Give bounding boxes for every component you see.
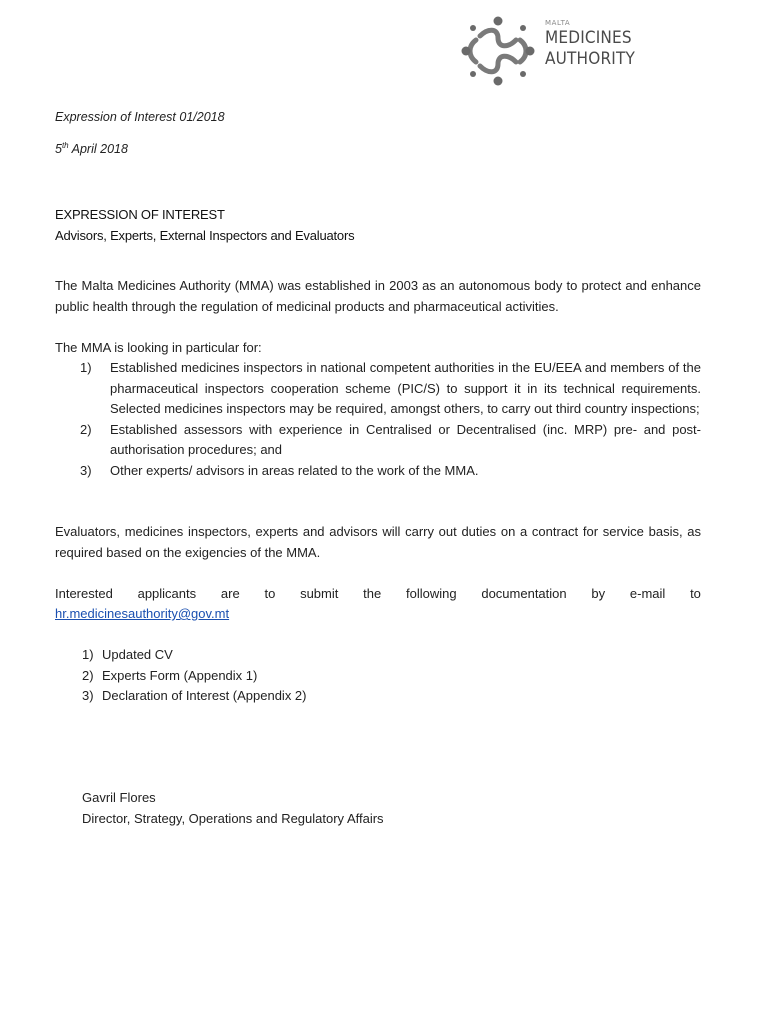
list-item-text: Updated CV xyxy=(102,647,173,662)
word: applicants xyxy=(137,586,197,601)
word: e-mail xyxy=(629,586,666,601)
looking-for-intro: The MMA is looking in particular for: xyxy=(55,340,262,355)
list-item xyxy=(82,666,307,687)
mma-logo-icon xyxy=(458,14,538,88)
list-item xyxy=(82,645,307,666)
list-item-number: 1) xyxy=(82,647,94,662)
document-heading xyxy=(55,204,354,246)
list-item-text: Other experts/ advisors in areas related to the work of the MMA. xyxy=(110,462,479,478)
list-item-text: Experts Form (Appendix 1) xyxy=(102,667,258,683)
word: to xyxy=(264,586,276,601)
signatory-name: Gavril Flores xyxy=(82,790,156,805)
list-item-number: 3) xyxy=(80,462,92,478)
reference-number: Expression of Interest 01/2018 xyxy=(55,110,225,124)
heading-title: EXPRESSION OF INTEREST xyxy=(55,207,225,222)
word: to xyxy=(690,586,701,601)
word: by xyxy=(591,586,606,601)
email-link[interactable]: hr.medicinesauthority@gov.mt xyxy=(55,606,230,621)
word: the xyxy=(363,586,382,601)
mma-logo xyxy=(458,14,648,88)
interested-applicants-line xyxy=(55,584,701,605)
list-item xyxy=(80,420,701,461)
document-date xyxy=(55,141,128,156)
documents-list xyxy=(82,645,307,707)
list-item-text: Established assessors with experience in Centralised or Decentralised (inc. MRP) pre- and post-authorisation procedures; and xyxy=(110,421,701,457)
logo-line2: AUTHORITY xyxy=(545,49,636,69)
date-suffix: th xyxy=(61,141,69,150)
logo-line1: MEDICINES xyxy=(545,28,632,48)
list-item-number: 3) xyxy=(82,688,94,703)
list-item xyxy=(82,686,307,707)
signatory-title: Director, Strategy, Operations and Regulatory Affairs xyxy=(82,810,384,826)
word: Interested xyxy=(55,586,113,601)
list-item-number: 1) xyxy=(80,360,92,375)
list-item-text: Established medicines inspectors in national competent authorities in the EU/EEA and members of the pharmaceutical inspectors cooperation scheme (PIC/S) to support it in its technical requirements. Selected medicines inspectors may be required, amongst others, to carry out third country inspections; xyxy=(110,360,701,416)
list-item-number: 2) xyxy=(82,667,94,683)
list-item xyxy=(80,461,701,482)
intro-paragraph: The Malta Medicines Authority (MMA) was established in 2003 as an autonomous body to protect and enhance public health through the regulation of medicinal products and pharmaceutical activities. xyxy=(55,278,701,314)
word: following xyxy=(405,586,457,601)
logo-wordmark xyxy=(545,18,645,70)
signature-block xyxy=(82,788,384,829)
logo-country: MALTA xyxy=(545,19,571,27)
word: submit xyxy=(300,586,339,601)
list-item-number: 2) xyxy=(80,421,92,437)
date-day: 5 xyxy=(55,142,62,157)
word: documentation xyxy=(481,586,567,601)
evaluators-paragraph: Evaluators, medicines inspectors, experts and advisors will carry out duties on a contract for service basis, as required based on the exigencies of the MMA. xyxy=(55,524,701,560)
word: are xyxy=(220,586,240,601)
heading-subtitle: Advisors, Experts, External Inspectors and Evaluators xyxy=(55,228,355,243)
date-month-year: April 2018 xyxy=(68,142,128,157)
list-item-text: Declaration of Interest (Appendix 2) xyxy=(102,688,307,703)
list-item xyxy=(80,358,701,420)
looking-for-list xyxy=(80,358,701,481)
